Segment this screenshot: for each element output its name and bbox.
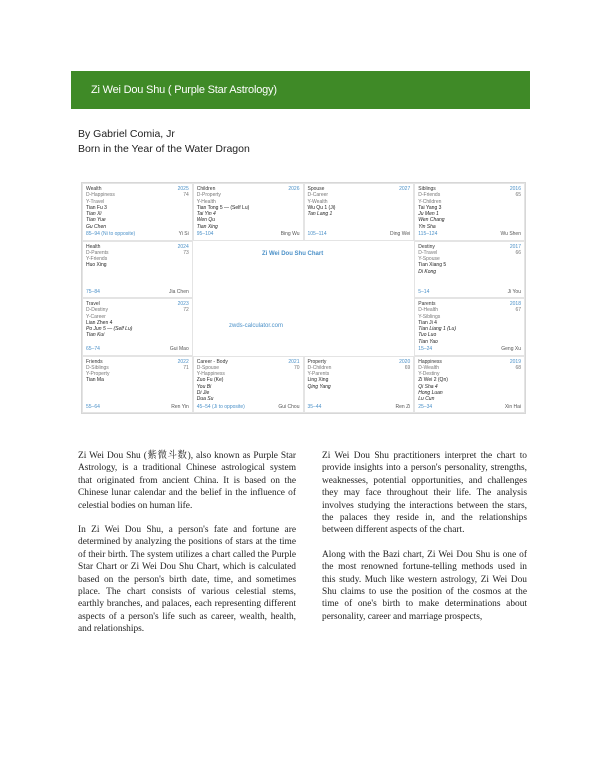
chart-center-title: Zi Wei Dou Shu Chart [262, 251, 324, 257]
palace-num: 68 [515, 364, 521, 371]
palace-name: Siblings [418, 186, 436, 192]
star-name: Qi Sha 4 [418, 383, 438, 390]
palace-sub1: D-Travel [418, 249, 438, 256]
palace-name: Property [307, 358, 327, 365]
palace-stem: Ren Zi [395, 403, 411, 410]
star-name: Wen Chang [418, 217, 445, 224]
palace-stem: Gui Mao [169, 346, 189, 353]
palace-sub1: D-Health [418, 307, 438, 314]
palace-sub2: Y-Property [86, 371, 110, 378]
palace-sub1: D-Property [196, 192, 221, 199]
star-name: Tian Kui [86, 332, 105, 339]
palace-cell [193, 356, 304, 414]
palace-stem: Yi Si [178, 231, 189, 238]
palace-num: 69 [404, 364, 411, 371]
palace-range: 75–84 [86, 288, 100, 295]
palace-cell [82, 356, 193, 414]
palace-num: 65 [515, 192, 521, 199]
star-name: Lian Zhen 4 [86, 319, 113, 326]
palace-stem: Gui Chou [278, 403, 300, 410]
star-name: Wu Qu 1 (Ji) [307, 204, 336, 211]
palace-sub2: Y-Spouse [418, 256, 440, 263]
star-name: Tian Fu 3 [86, 204, 107, 211]
palace-name: Spouse [307, 186, 325, 192]
star-name: Tan Lang 1 [307, 211, 333, 218]
palace-sub2: Y-Wealth [307, 198, 328, 205]
palace-sub1: D-Parents [86, 249, 109, 256]
star-name: Tian Yao [418, 338, 438, 345]
banner-title: Zi Wei Dou Shu ( Purple Star Astrology) [91, 84, 277, 96]
palace-stem: Geng Xu [501, 346, 521, 353]
palace-year: 2027 [399, 186, 411, 192]
palace-sub1: D-Wealth [418, 364, 439, 371]
palace-cell [82, 241, 193, 299]
palace-name: Parents [418, 301, 436, 307]
palace-year: 2016 [509, 186, 521, 192]
palace-sub2: Y-Siblings [418, 313, 441, 320]
palace-stem: Xin Hai [504, 403, 521, 410]
star-name: Qing Yang [307, 383, 331, 390]
paragraph: Along with the Bazi chart, Zi Wei Dou Shu is one of the most renowned fortune-telling methods used in this study. Much like western astrology, Zi Wei Dou Shu claims to use the position of the cosmos at the time of one's birth to make determinations about personality, career and marriage prospects, [322, 549, 527, 622]
palace-num: 67 [515, 307, 521, 314]
palace-range: 45–54 (Ji to opposite) [196, 403, 245, 410]
palace-range: 25–34 [418, 403, 433, 410]
palace-sub1: D-Siblings [86, 364, 109, 371]
chart-center-url: zwds-calculator.com [229, 323, 284, 329]
palace-num: 72 [183, 307, 189, 314]
star-name: Tian Liang 1 (Lu) [418, 326, 457, 333]
star-name: Tai Yang 3 [418, 204, 442, 211]
palace-cell [304, 356, 415, 414]
star-name: Hong Luan [418, 389, 443, 396]
palace-year: 2021 [288, 358, 300, 365]
palace-num: 74 [183, 192, 189, 199]
palace-num: 71 [183, 364, 189, 371]
palace-num: 73 [183, 249, 189, 256]
star-name: Tian Xi [86, 211, 102, 218]
palace-range: 35–44 [307, 403, 322, 410]
palace-name: Destiny [418, 243, 435, 250]
star-name: Wen Qu [196, 217, 215, 224]
palace-cell [414, 356, 525, 414]
palace-sub2: Y-Travel [86, 198, 105, 205]
palace-name: Career - Body [196, 358, 228, 365]
palace-stem: Ren Yin [171, 403, 189, 410]
palace-year: 2018 [509, 301, 521, 307]
palace-sub2: Y-Parents [307, 371, 330, 378]
palace-range: 15–24 [418, 346, 433, 353]
star-name: Tuo Luo [418, 332, 437, 339]
palace-sub1: D-Happiness [86, 192, 115, 199]
paragraph: In Zi Wei Dou Shu, a person's fate and fortune are determined by analyzing the positions of stars at the time of their birth. The system utilizes a chart called the Purple Star Chart or Zi Wei Dou Shu Chart, which is calculated based on the person's birth date, time, and sometimes place. The chart consists of various celestial stems, earthly branches, and palaces, each representing different aspects of a person's life such as career, wealth, health, and relationships. [78, 525, 296, 635]
palace-name: Travel [86, 301, 100, 307]
palace-year: 2024 [177, 243, 189, 250]
palace-cell [82, 183, 193, 241]
star-name: Di Jie [196, 389, 210, 396]
palace-sub2: Y-Happiness [196, 371, 225, 378]
palace-sub1: D-Spouse [196, 364, 219, 371]
palace-range: 105–114 [307, 231, 327, 238]
palace-cell [414, 298, 525, 356]
star-name: Tian Tong 5 — (Self Lu) [196, 204, 250, 211]
star-name: Zuo Fu (Ke) [196, 377, 224, 384]
star-name: Tian Yue [86, 217, 106, 224]
palace-year: 2025 [177, 186, 189, 192]
star-name: Ju Men 1 [418, 211, 439, 218]
palace-stem: Wu Shen [500, 231, 521, 238]
star-name: You Bi [196, 383, 212, 390]
palace-year: 2023 [177, 301, 189, 307]
palace-cell [414, 241, 525, 299]
star-name: Tian Xing [196, 223, 218, 230]
palace-sub2: Y-Health [196, 198, 216, 205]
palace-num: 70 [293, 364, 300, 371]
byline [78, 127, 250, 157]
palace-range: 5–14 [418, 288, 430, 295]
palace-sub2: Y-Children [418, 198, 442, 205]
palace-sub2: Y-Friends [86, 256, 108, 263]
birth-line: Born in the Year of the Water Dragon [78, 143, 250, 155]
palace-name: Happiness [418, 358, 442, 365]
star-name: Di Kong [418, 268, 437, 275]
star-name: Yin Sha [418, 223, 436, 230]
palace-range: 95–104 [196, 231, 214, 238]
star-name: Tai Yin 4 [196, 211, 216, 218]
palace-sub1: D-Children [307, 364, 332, 371]
palace-name: Children [196, 186, 216, 192]
palace-sub1: D-Destiny [86, 307, 108, 314]
star-name: Tian Ji 4 [418, 319, 437, 326]
star-name: Tian Xiang 5 [418, 262, 447, 269]
palace-stem: Bing Wu [280, 231, 300, 238]
star-name: Dua Su [196, 396, 214, 403]
left-column [78, 450, 296, 648]
palace-sub2: Y-Career [86, 313, 106, 320]
star-name: Zi Wei 2 (Qn) [418, 377, 448, 384]
palace-stem: Jia Chen [169, 288, 189, 295]
palace-range: 115–124 [418, 231, 438, 238]
star-name: Lu Cun [418, 396, 435, 403]
palace-sub2: Y-Destiny [418, 371, 440, 378]
palace-year: 2019 [509, 358, 521, 365]
palace-sub1: D-Friends [418, 192, 441, 199]
palace-range: 55–64 [86, 403, 100, 410]
paragraph: Zi Wei Dou Shu practitioners interpret the chart to provide insights into a person's personality, strengths, weaknesses, potential opportunities, and challenges they may face throughout their life. The analysis involves studying the interactions between the stars, the palaces they reside in, and the relationships between different aspects of the chart. [322, 451, 527, 536]
palace-num: 66 [515, 249, 521, 256]
palace-cell [82, 298, 193, 356]
star-name: Tian Ma [86, 377, 104, 384]
star-name: Gu Chen [86, 223, 107, 230]
palace-year: 2017 [509, 243, 521, 250]
palace-cell [414, 183, 525, 241]
palace-stem: Ding Wei [390, 231, 411, 238]
palace-name: Health [86, 243, 101, 250]
palace-name: Friends [86, 358, 103, 365]
title-banner [71, 71, 530, 109]
zwds-chart-image [81, 182, 526, 414]
star-name: Ling Xing [307, 377, 329, 384]
right-column [322, 450, 527, 635]
palace-stem: Ji You [507, 288, 521, 295]
palace-year: 2020 [399, 358, 411, 365]
palace-name: Wealth [86, 186, 102, 192]
star-name: Po Jun 5 — (Self Lu) [86, 326, 133, 333]
author-line: By Gabriel Comia, Jr [78, 128, 175, 140]
palace-range: 85–94 (Ni to opposite) [86, 231, 136, 238]
palace-range: 65–74 [86, 346, 100, 353]
palace-year: 2026 [288, 186, 300, 192]
palace-sub1: D-Career [307, 192, 329, 199]
star-name: Huo Xing [86, 262, 107, 269]
palace-cell [304, 183, 415, 241]
palace-cell [193, 183, 304, 241]
palace-year: 2022 [177, 358, 189, 365]
paragraph: Zi Wei Dou Shu (紫微斗数), also known as Purple Star Astrology, is a traditional Chinese astrological system that originated from ancient China. It is based on the Chinese lunar calendar and the belief in the influence of celestial bodies on human life. [78, 451, 296, 511]
